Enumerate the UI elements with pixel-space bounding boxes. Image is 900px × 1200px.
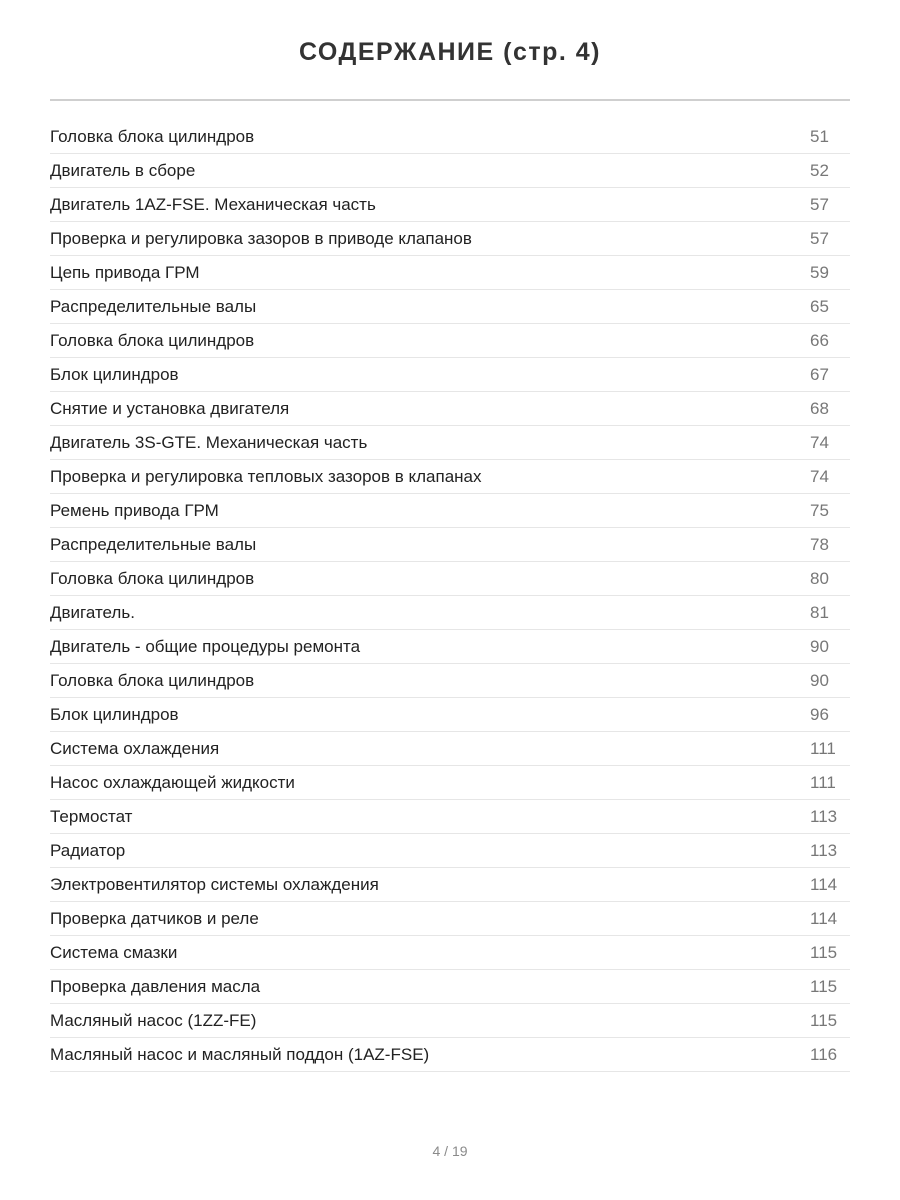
toc-entry-page-number: 51: [810, 126, 829, 146]
toc-entry-page-number: 90: [810, 670, 829, 690]
toc-entry[interactable]: [50, 970, 850, 1004]
toc-entry-page-number: 68: [810, 398, 829, 418]
toc-entry-title: Головка блока цилиндров: [50, 330, 255, 350]
toc-entry-title: Цепь привода ГРМ: [50, 262, 200, 282]
toc-entry-title: Блок цилиндров: [50, 364, 179, 384]
toc-entry[interactable]: [50, 664, 850, 698]
toc-entry[interactable]: [50, 120, 850, 154]
toc-entry[interactable]: [50, 596, 850, 630]
toc-entry-title: Электровентилятор системы охлаждения: [50, 874, 379, 894]
toc-entry[interactable]: [50, 698, 850, 732]
toc-entry[interactable]: [50, 154, 850, 188]
toc-entry-page-number: 75: [810, 500, 829, 520]
toc-entry[interactable]: [50, 290, 850, 324]
toc-entry[interactable]: [50, 800, 850, 834]
toc-entry[interactable]: [50, 902, 850, 936]
toc-entry-page-number: 115: [810, 942, 838, 962]
toc-entry[interactable]: [50, 834, 850, 868]
toc-entry[interactable]: [50, 256, 850, 290]
toc-entry-page-number: 113: [810, 840, 838, 860]
toc-entry-page-number: 57: [810, 194, 829, 214]
toc-entry-title: Система охлаждения: [50, 738, 220, 758]
toc-entry-title: Двигатель 1AZ-FSE. Механическая часть: [50, 194, 376, 214]
toc-entry-page-number: 111: [810, 738, 836, 758]
toc-entry-page-number: 59: [810, 262, 829, 282]
page-indicator: 4 / 19: [432, 1143, 468, 1159]
toc-entry[interactable]: [50, 494, 850, 528]
toc-entry[interactable]: [50, 460, 850, 494]
toc-entry-page-number: 116: [810, 1044, 838, 1064]
toc-entry[interactable]: [50, 358, 850, 392]
toc-entry-title: Масляный насос и масляный поддон (1AZ-FSE): [50, 1044, 430, 1064]
toc-entry-title: Система смазки: [50, 942, 178, 962]
toc-entry-page-number: 115: [810, 976, 838, 996]
toc-entry[interactable]: [50, 630, 850, 664]
toc-entry-title: Снятие и установка двигателя: [50, 398, 290, 418]
toc-entry[interactable]: [50, 324, 850, 358]
toc-entry-title: Распределительные валы: [50, 534, 257, 554]
toc-entry-title: Проверка давления масла: [50, 976, 261, 996]
toc-entry-title: Двигатель - общие процедуры ремонта: [50, 636, 361, 656]
toc-entry[interactable]: [50, 188, 850, 222]
toc-entry-title: Головка блока цилиндров: [50, 568, 255, 588]
toc-entry-title: Двигатель 3S-GTE. Механическая часть: [50, 432, 368, 452]
toc-entry-title: Двигатель.: [50, 602, 135, 622]
toc-entry-page-number: 111: [810, 772, 836, 792]
toc-entry-title: Проверка и регулировка тепловых зазоров в клапанах: [50, 466, 482, 486]
page-title: СОДЕРЖАНИЕ (стр. 4): [298, 38, 602, 66]
toc-entry-page-number: 78: [810, 534, 829, 554]
toc-entry-title: Термостат: [50, 806, 133, 826]
toc-entry-page-number: 114: [810, 874, 838, 894]
toc-entry-title: Двигатель в сборе: [50, 160, 196, 180]
toc-entry-page-number: 66: [810, 330, 829, 350]
toc-entry-title: Насос охлаждающей жидкости: [50, 772, 295, 792]
table-of-contents: [50, 120, 850, 1072]
toc-entry-title: Ремень привода ГРМ: [50, 500, 219, 520]
toc-entry[interactable]: [50, 1038, 850, 1072]
toc-entry-title: Проверка и регулировка зазоров в приводе клапанов: [50, 228, 472, 248]
toc-entry-page-number: 52: [810, 160, 829, 180]
toc-entry-page-number: 90: [810, 636, 829, 656]
toc-entry-page-number: 67: [810, 364, 829, 384]
toc-entry-title: Проверка датчиков и реле: [50, 908, 259, 928]
toc-entry-page-number: 114: [810, 908, 838, 928]
toc-entry[interactable]: [50, 426, 850, 460]
toc-entry-title: Головка блока цилиндров: [50, 670, 255, 690]
toc-entry[interactable]: [50, 562, 850, 596]
toc-entry-page-number: 115: [810, 1010, 838, 1030]
toc-entry[interactable]: [50, 732, 850, 766]
toc-entry-page-number: 65: [810, 296, 829, 316]
toc-entry-page-number: 74: [810, 432, 829, 452]
toc-entry[interactable]: [50, 766, 850, 800]
toc-entry-page-number: 74: [810, 466, 829, 486]
toc-entry-page-number: 113: [810, 806, 838, 826]
toc-entry-title: Масляный насос (1ZZ-FE): [50, 1010, 257, 1030]
toc-entry[interactable]: [50, 1004, 850, 1038]
toc-entry[interactable]: [50, 936, 850, 970]
toc-entry[interactable]: [50, 868, 850, 902]
toc-entry[interactable]: [50, 528, 850, 562]
toc-entry-title: Радиатор: [50, 840, 126, 860]
toc-entry[interactable]: [50, 222, 850, 256]
toc-entry-page-number: 57: [810, 228, 829, 248]
toc-entry-page-number: 80: [810, 568, 829, 588]
toc-entry-title: Головка блока цилиндров: [50, 126, 255, 146]
toc-entry-page-number: 81: [810, 602, 829, 622]
toc-entry[interactable]: [50, 392, 850, 426]
toc-entry-title: Блок цилиндров: [50, 704, 179, 724]
toc-entry-title: Распределительные валы: [50, 296, 257, 316]
title-divider: [50, 99, 850, 101]
toc-entry-page-number: 96: [810, 704, 829, 724]
